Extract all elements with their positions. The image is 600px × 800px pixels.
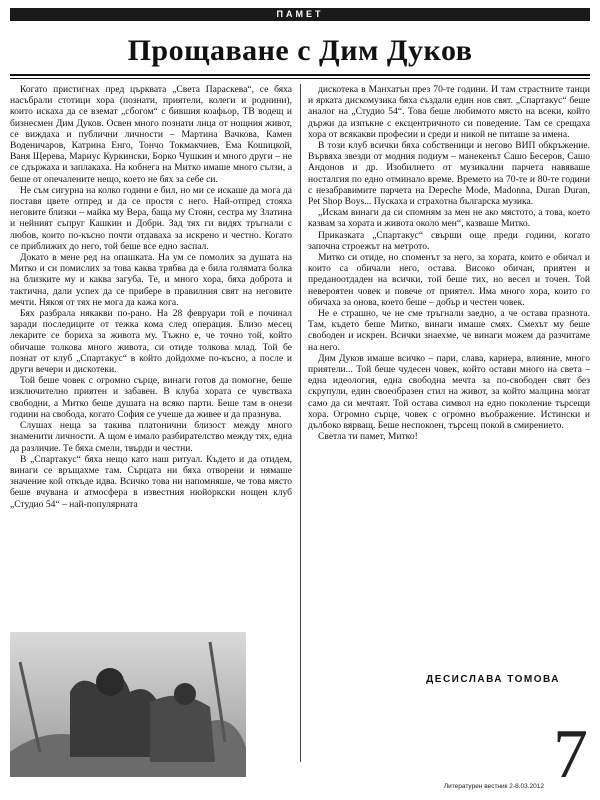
article-paragraph: „Искам винаги да си спомням за мен не ако мястото, а това, което казвам за хората и живота около мен“, казваше Митко. — [308, 207, 590, 230]
article-paragraph: В „Спартакус“ бяха нещо като наш ритуал. Където и да отидем, винаги се връщахме там. Сърцата ни бяха отворени и нямаше значение кой откъде идва. Всичко това ни напомняше, че това място беше вчувана и атмосфера в известния нюйоркски нощен клуб „Студио 54“ – най-популярната — [10, 453, 292, 510]
article-column-left — [10, 84, 292, 630]
article-paragraph: Бях разбрала някакви по-рано. На 28 февруари той е починал заради последиците от тежка кома след операция. Близо месец лекарите се бориха за живота му. Тъжно е, че точно той, който обичаше толкова много живота, си отиде толкова млад. Той бе познат от клуб „Спартакус“ в който дойдохме по-късно, а после и други вечери и дискотеки. — [10, 308, 292, 376]
newspaper-page — [10, 8, 590, 792]
headline-rule-thin — [10, 78, 590, 79]
column-divider — [300, 84, 301, 762]
article-paragraph: Светла ти памет, Митко! — [318, 431, 418, 443]
article-paragraph: Слушах неща за такива платонични близост между много знаменити личности. А щом е имало разбирателство между тях, една да различие. Те бяха смели, твърди и честни. — [10, 420, 292, 454]
article-paragraph: Той беше човек с огромно сърце, винаги готов да помогне, беше изключително приятен и забавен. В клуба хората се чувстваха свободни, а Митко беше душата на всяко парти. Беше там в онези години на свобода, когато София се учеше да живее и да празнува. — [10, 375, 292, 420]
article-paragraph: В този клуб всички бяха собственици и негово ВИП обкръжение. Вървяха звезди от модния подиум – манекенът Сашо Бесеров, Сашо Андонов и др. Изобилието от музикални парчета навяваше носталгия по едно отминало време. Времето на 70-те и 80-те години с незабравимите парчета на Depeche Mode, Madonna, Duran Duran, Pet Shop Boys... Пускаха и страхотна българска музика. — [308, 140, 590, 208]
article-paragraph: Приказката „Спартакус“ свърши още преди години, когато започна строежът на метрото. — [308, 229, 590, 252]
page-number: 7 — [553, 716, 588, 793]
author-signature: ДЕСИСЛАВА ТОМОВА — [426, 674, 560, 685]
section-label: ПАМЕТ — [276, 9, 324, 19]
article-paragraph: Дим Дуков имаше всичко – пари, слава, кариера, влияние, много приятели... Той беше чудесен човек, който остави много на света – една идеология, една свободна мечта за по-свободен свят без скрупули, един своеобразен стил на живот, за който малцина могат само да си мечтаят. Той остава символ на едно поколение търсещи хора. Огромно сърце, човек с огромно въображение. Истински и дълбоко вярващ. Беше неспокоен, търсещ покой в смирението. — [308, 352, 590, 432]
headline-rule — [10, 74, 590, 76]
article-paragraph: Митко си отиде, но споменът за него, за хората, които е обичал и които са обичали него, остава. Високо обичан, приятен и преданоотдаден на всички, той беше тих, но весел и точен. Той невероятен човек и повече от приятел. Има много хора, които го обичаха за онова, което беше – добър и честен човек. — [308, 252, 590, 308]
article-paragraph: Не е страшно, че не сме тръгнали заедно, а че остава празнота. Там, където беше Митко, винаги имаше смях. Смехът му беше свободен и искрен. Всички знаехме, че винаги можем да разчитаме на него. — [308, 308, 590, 353]
article-paragraph: Докато в мене ред на опашката. На ум се помолих за душата на Митко и си помислих за това каква трябва да е била голямата болка на близките му и каква загуба. Те, и много хора, бяха доброта и тактична, дали успех да се прибере в правилния свят на неговите мечти. Някоя от тях не мога да кажа кога. — [10, 252, 292, 308]
section-bar — [10, 8, 590, 21]
article-paragraph: Не съм сигурна на колко години е бил, но ми се искаше да мога да поставя цвете отпред и да се простя с него. Най-отпред стояха неговите близки – майка му Вера, баща му Стоян, сестра му Златина и нейният съпруг Кашкин и Добри. Зад тях ги видях тръгнали с любов, които по-късно почти отдаваха за искрено и честно. Когато се приближих до него, той беше все едно заспал. — [10, 184, 292, 252]
footer-credit: Литературен вестник 2-8.03.2012 — [443, 783, 544, 790]
article-paragraph: дискотека в Манхатън през 70-те години. И там страстните танци и ярката дискомузика бяха създали един нов свят. „Спартакус“ беше аналог на „Студио 54“. Това беше любимото място на всеки, който държи да изпъкне с ексцентричното си поведение. Там се срещаха хора от всякакви професии и среди и никой не питаше за имена. — [308, 84, 590, 140]
article-photo — [10, 632, 246, 777]
headline: Прощаване с Дим Дуков — [127, 34, 473, 67]
article-paragraph: Когато пристигнах пред църквата „Света Параскева“, се бяха насъбрали стотици хора (познати, приятели, колеги и роднини), които искаха да се вземат „сбогом“ с бившия коафьор, ТВ водещ и бизнесмен Дим Дуков. Освен много познати лица от нощния живот, се виждаха и публични личности – Мартина Вачкова, Камен Воденичаров, Катрина Енго, Тончо Токмакчиев, Ема Кошицкой, Ваня Щерева, Мариус Куркински, Борко Чушкин и много други – не се сдържаха и заплакаха. На кобнега на Митко имаше много сълзи, а беше от опечалените нещо, което не бях за себе си. — [10, 84, 292, 185]
article-column-right — [308, 84, 590, 670]
